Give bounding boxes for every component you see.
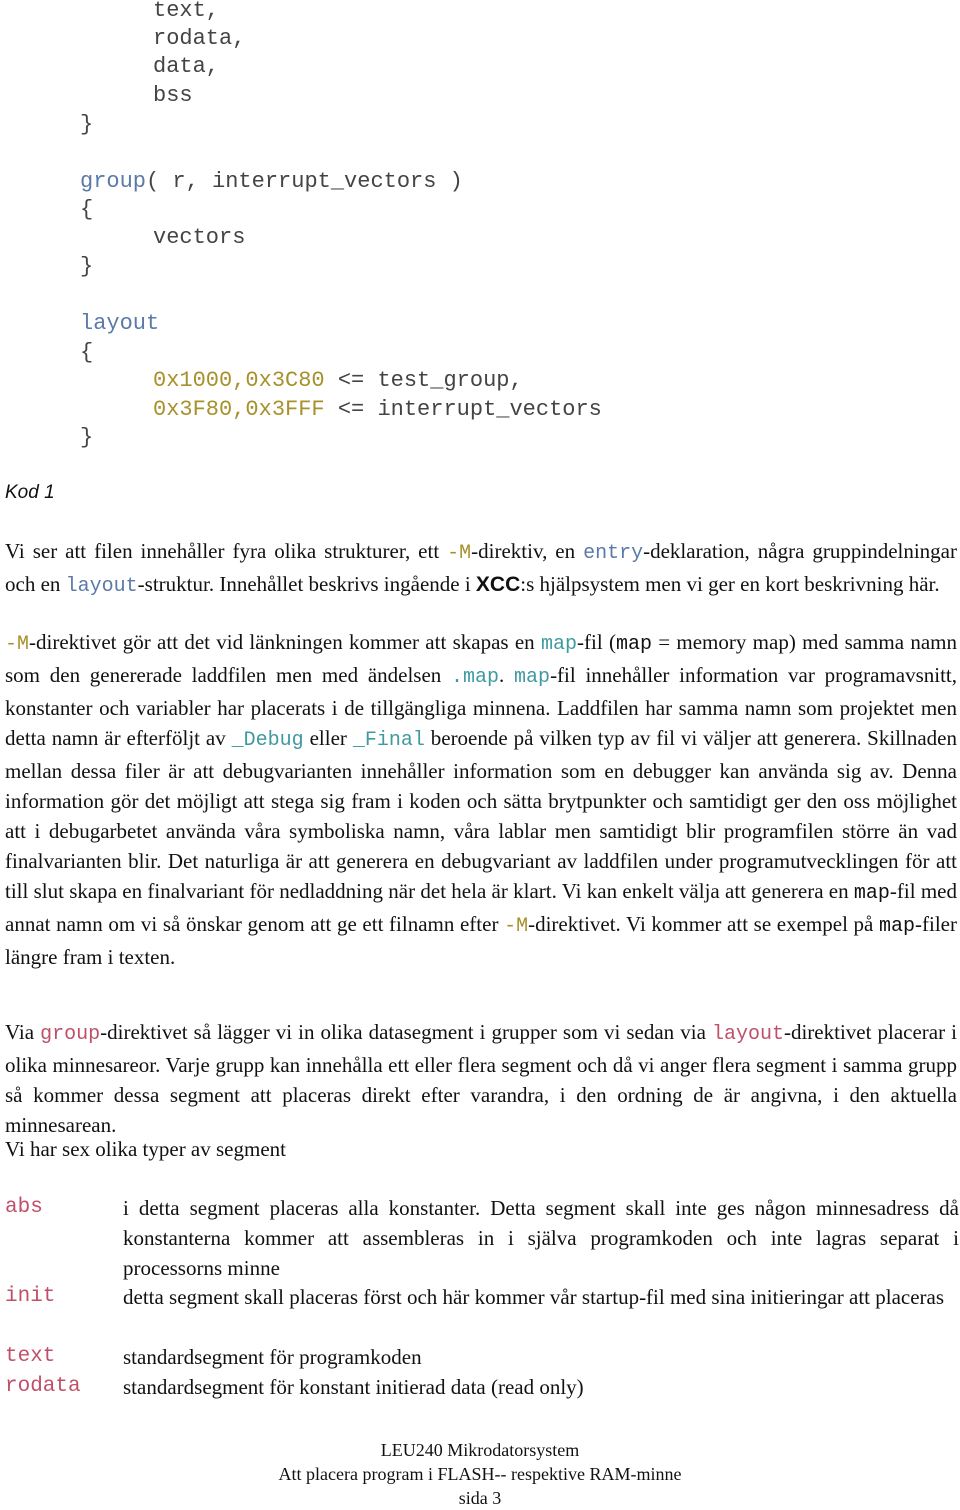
code-term: layout (65, 575, 138, 598)
code-line: { (80, 197, 94, 222)
code-term: _Final (352, 729, 425, 752)
text-run: . (499, 663, 515, 687)
code-line-layout (80, 310, 159, 338)
code-term: map (540, 633, 577, 656)
text-run: :s hjälpsystem men vi ger en kort beskrivning här. (520, 572, 940, 596)
range-target: <= interrupt_vectors (324, 397, 602, 422)
code-term: _Debug (231, 729, 304, 752)
text-run: -direktivet gör att det vid länkningen kommer att skapas en (29, 630, 541, 654)
segment-description: detta segment skall placeras först och här kommer vår startup-fil med sina initieringar att placeras (123, 1285, 945, 1309)
code-line: bss (153, 83, 193, 108)
code-line: } (80, 112, 94, 137)
text-run: = memory map) med samma namn som den genererade laddfilen men med ändelsen (5, 630, 957, 687)
code-term: -M (5, 633, 30, 656)
code-term: map (514, 666, 551, 689)
text-run: -direktivet. Vi kommer att se exempel på (528, 912, 879, 936)
paragraph-map-directive (5, 627, 957, 972)
text-run: -direktiv, en (471, 539, 584, 563)
code-line: } (80, 425, 94, 450)
code-line-range (153, 367, 523, 395)
code-term: layout (711, 1023, 784, 1046)
code-line: data, (153, 54, 220, 79)
code-term: .map (451, 666, 500, 689)
paragraph-segment-intro: Vi har sex olika typer av segment (5, 1137, 286, 1161)
code-line: } (80, 254, 94, 279)
code-term: map (853, 882, 890, 905)
group-args: ( r, interrupt_vectors ) (146, 169, 463, 194)
text-run: -direktivet så lägger vi in olika datasegment i grupper som vi sedan via (100, 1020, 712, 1044)
paragraph-group-directive (5, 1017, 957, 1140)
layout-keyword: layout (80, 311, 160, 336)
range-target: <= test_group, (324, 368, 523, 393)
code-caption: Kod 1 (5, 482, 55, 503)
page-number: sida 3 (458, 1488, 502, 1508)
group-keyword: group (80, 169, 147, 194)
code-term: map (615, 633, 652, 656)
segment-name: text (5, 1345, 56, 1368)
bold-term: XCC (475, 573, 521, 596)
code-term: -M (504, 915, 529, 938)
code-term: entry (583, 542, 644, 565)
segment-description: standardsegment för konstant initierad data (read only) (123, 1375, 584, 1399)
segment-description: i detta segment placeras alla konstanter. Detta segment skall inte ges någon minnesadress då konstanterna kommer att assembleras in i själva programkoden och inte lagras separat i processorns minne (123, 1196, 959, 1280)
segment-description: standardsegment för programkoden (123, 1345, 422, 1369)
code-line: { (80, 340, 94, 365)
text-run: eller (303, 726, 353, 750)
text-run: -filer längre fram i texten. (5, 912, 957, 969)
code-line: text, (153, 0, 220, 23)
text-run: -fil innehåller information var programavsnitt, konstanter och variabler har placerats i de tillgängliga minnena. Laddfilen har samma namn som projektet men detta namn är efterföljt av (5, 663, 957, 750)
text-run: Vi ser att filen innehåller fyra olika strukturer, ett (5, 539, 448, 563)
segment-name: abs (5, 1196, 43, 1219)
address-range: 0x1000,0x3C80 (153, 368, 325, 393)
footer-course: LEU240 Mikrodatorsystem (380, 1440, 580, 1460)
code-line: vectors (153, 225, 246, 250)
text-run: -struktur. Innehållet beskrivs ingående i (137, 572, 476, 596)
code-term: group (40, 1023, 101, 1046)
address-range: 0x3F80,0x3FFF (153, 397, 325, 422)
text-run: -fil med annat namn om vi så önskar genom att ge ett filnamn efter (5, 879, 958, 936)
paragraph-intro (5, 536, 957, 602)
code-line-group (80, 168, 463, 196)
footer-title: Att placera program i FLASH-- respektive RAM-minne (278, 1464, 682, 1484)
text-run: -direktivet placerar i olika minnesareor. Varje grupp kan innehålla ett eller flera segment och då vi anger flera segment i samma grupp så kommer dessa segment att placeras direkt efter varandra, i den ordning de är angivna, i den aktuella minnesarean. (5, 1020, 957, 1137)
code-term: -M (447, 542, 472, 565)
text-run: -deklaration, några gruppindelningar och en (5, 539, 957, 596)
text-run: beroende på vilken typ av fil vi väljer att generera. Skillnaden mellan dessa filer är att debugvarianten innehåller information som en debugger kan använda sig av. Denna information gör det möjligt att stega sig fram i koden och sätta brytpunkter och samtidigt ger den oss möjlighet att i debugarbetet använda våra symboliska namn, våra lablar men samtidigt blir programfilen större än vad finalvarianten blir. Det naturliga är att generera en debugvariant av laddfilen under programutvecklingen för att till slut skapa en finalvariant för nedladdning när det hela är klart. Vi kan enkelt välja att generera en (5, 726, 957, 903)
text-run: -fil ( (577, 630, 616, 654)
text-run: Via (5, 1020, 41, 1044)
code-line-range (153, 396, 602, 424)
code-term: map (879, 915, 916, 938)
code-line: rodata, (153, 26, 246, 51)
segment-name: init (5, 1285, 56, 1308)
segment-name: rodata (5, 1375, 81, 1398)
